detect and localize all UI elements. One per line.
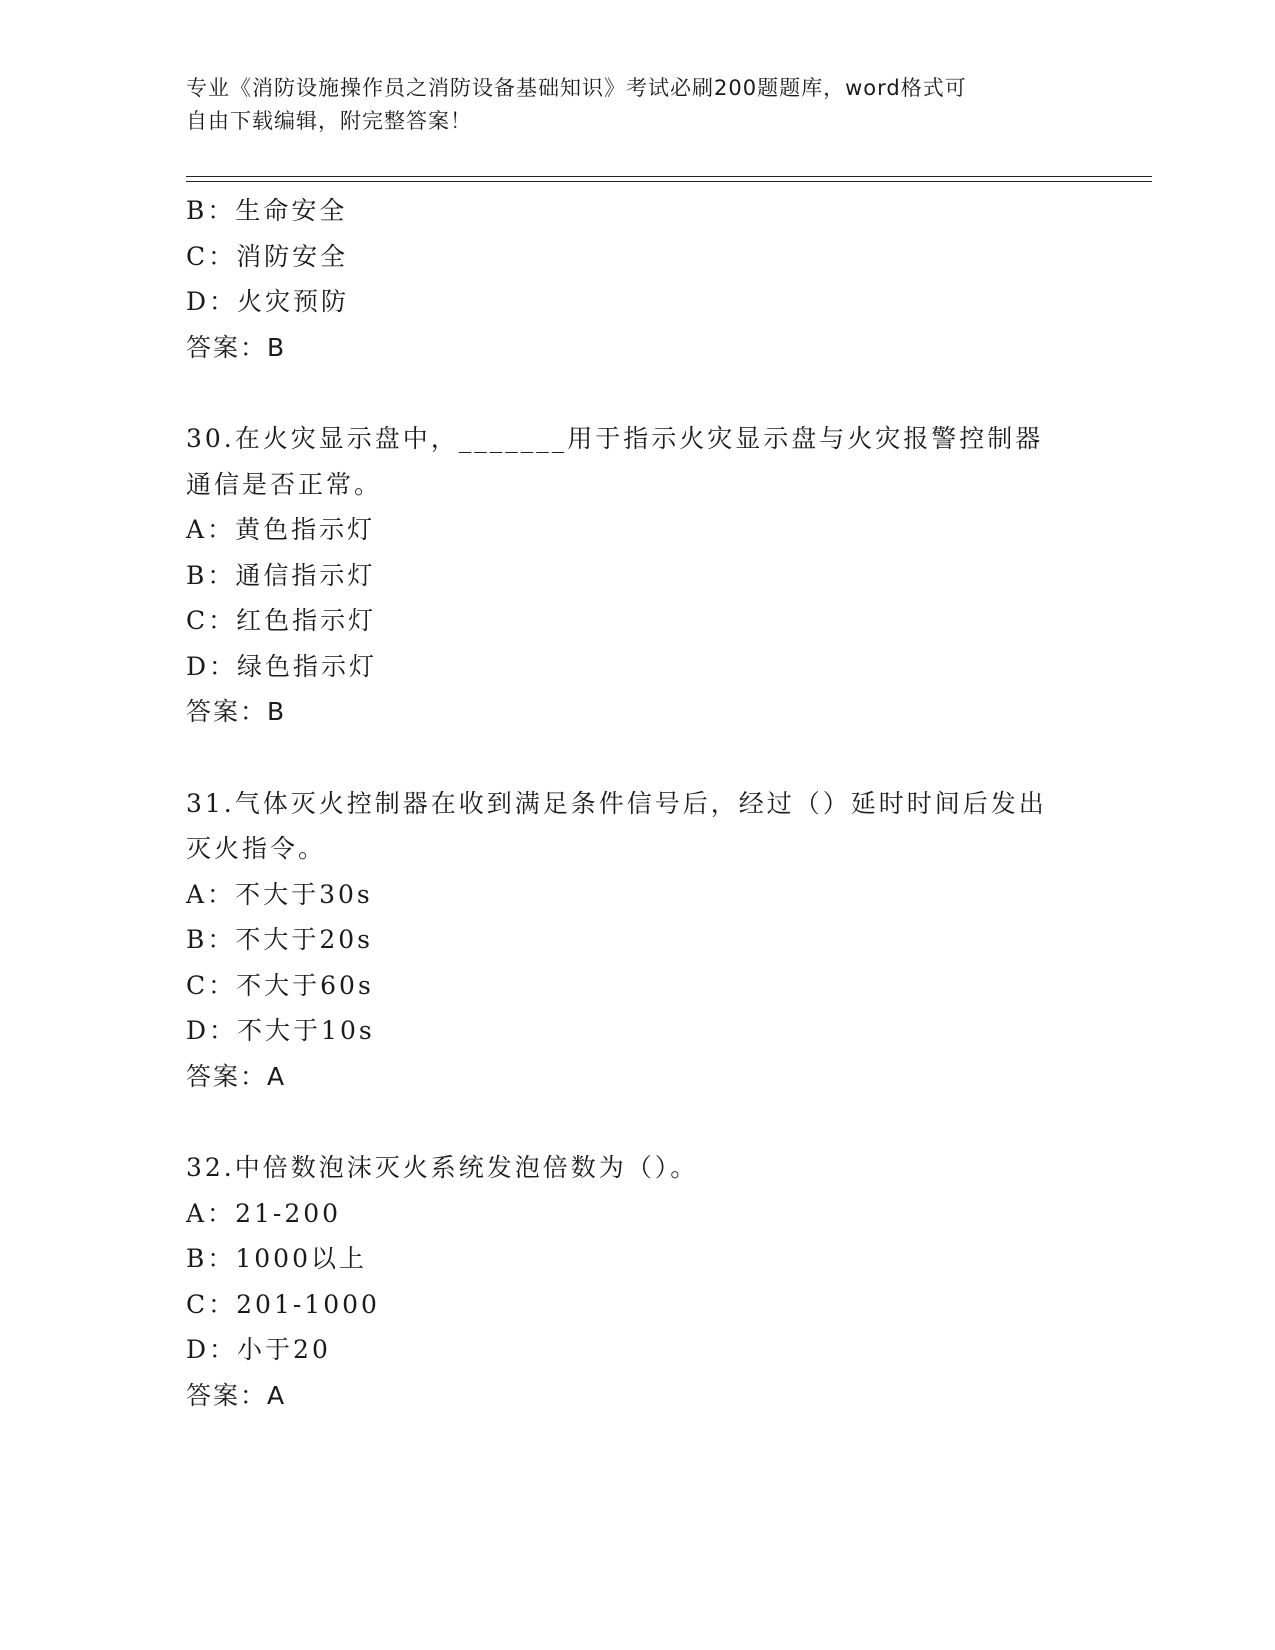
document-body xyxy=(186,188,1086,1418)
option-c: C：消防安全 xyxy=(186,241,349,271)
option-b: B：不大于20s xyxy=(186,925,374,954)
question-block-29 xyxy=(186,188,1086,370)
answer-line: 答案：A xyxy=(186,1380,287,1410)
question-stem: 31.气体灭火控制器在收到满足条件信号后，经过（）延时时间后发出 xyxy=(186,788,1047,818)
option-a: A：黄色指示灯 xyxy=(186,515,376,544)
option-c: C：不大于60s xyxy=(186,970,374,1000)
question-stem-continued: 灭火指令。 xyxy=(186,834,327,863)
option-d: D：小于20 xyxy=(186,1335,331,1364)
question-stem: 32.中倍数泡沫灭火系统发泡倍数为（）。 xyxy=(186,1153,699,1182)
question-block-32 xyxy=(186,1145,1086,1418)
header-title-line-1: 专业《消防设施操作员之消防设备基础知识》考试必刷200题题库，word格式可 xyxy=(186,76,967,100)
answer-line: 答案：B xyxy=(186,332,287,362)
question-block-30 xyxy=(186,416,1086,735)
question-stem-continued: 通信是否正常。 xyxy=(186,469,383,499)
option-b: B：通信指示灯 xyxy=(186,560,376,590)
option-d: D：不大于10s xyxy=(186,1016,375,1045)
question-stem: 30.在火灾显示盘中，_______用于指示火灾显示盘与火灾报警控制器 xyxy=(186,424,1044,453)
option-d: D：绿色指示灯 xyxy=(186,651,378,681)
option-a: A：不大于30s xyxy=(186,879,373,909)
option-c: C：红色指示灯 xyxy=(186,606,377,635)
option-c: C：201-1000 xyxy=(186,1289,380,1319)
option-b: B：生命安全 xyxy=(186,196,348,225)
answer-line: 答案：A xyxy=(186,1061,287,1091)
answer-line: 答案：B xyxy=(186,697,287,726)
header-divider-bottom xyxy=(186,181,1152,182)
header-title-line-2: 自由下载编辑，附完整答案！ xyxy=(186,109,472,133)
option-a: A：21-200 xyxy=(186,1198,342,1228)
question-block-31 xyxy=(186,781,1086,1100)
header-divider-top xyxy=(186,176,1152,177)
option-d: D：火灾预防 xyxy=(186,287,350,316)
option-b: B：1000以上 xyxy=(186,1244,367,1273)
document-header xyxy=(186,72,1066,138)
